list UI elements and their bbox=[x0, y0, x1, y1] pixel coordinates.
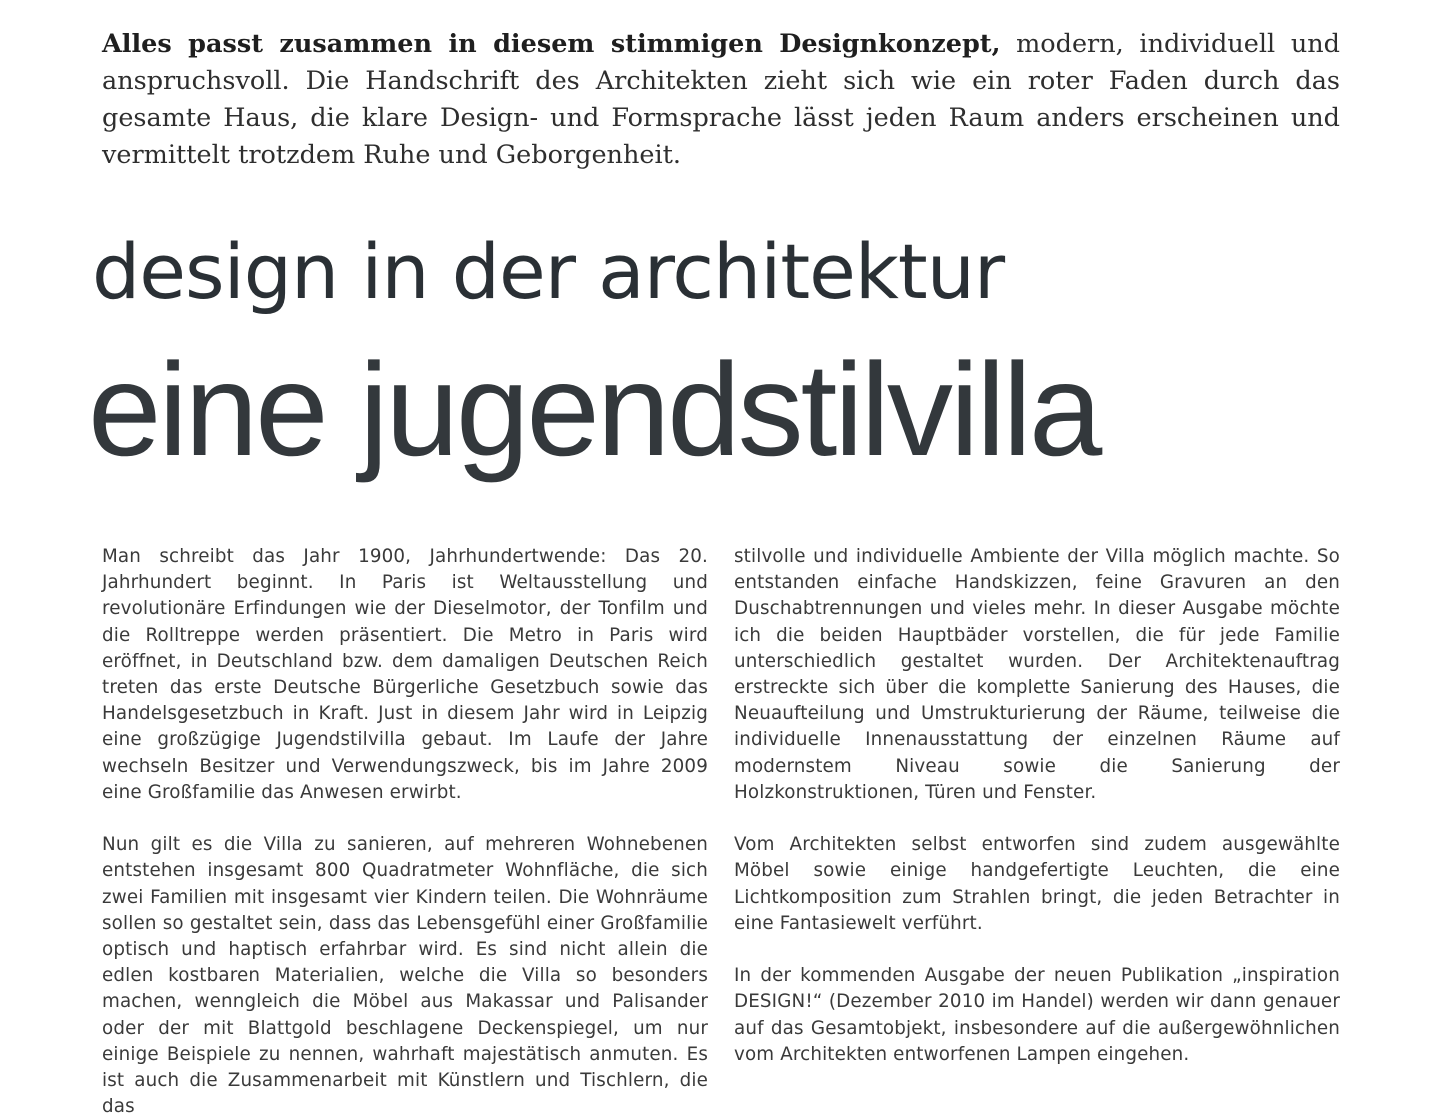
article-headline: eine jugendstilvilla bbox=[88, 336, 1100, 483]
body-paragraph: In der kommenden Ausgabe der neuen Publikation „inspiration DESIGN!“ (Dezember 2010 im Handel) werden wir dann genauer auf das Gesamtobjekt, insbesondere auf die außergewöhnlichen vom Architekten entworfenen Lampen eingehen. bbox=[734, 965, 1340, 1065]
body-paragraph: Man schreibt das Jahr 1900, Jahrhundertwende: Das 20. Jahrhundert beginnt. In Paris ist Weltausstellung und revolutionäre Erfindungen wie der Dieselmotor, der Tonfilm und die Rolltreppe werden präsentiert. Die Metro in Paris wird eröffnet, in Deutschland bzw. dem damaligen Deutschen Reich treten das erste Deutsche Bürgerliche Gesetzbuch sowie das Handelsgesetzbuch in Kraft. Just in diesem Jahr wird in Leipzig eine großzügige Jugendstilvilla gebaut. Im Laufe der Jahre wechseln Besitzer und Verwendungszweck, bis im Jahre 2009 eine Großfamilie das Anwesen erwirbt. bbox=[102, 546, 708, 803]
intro-paragraph bbox=[102, 26, 1340, 174]
body-paragraph: Nun gilt es die Villa zu sanieren, auf mehreren Wohnebenen entstehen insgesamt 800 Quadratmeter Wohnfläche, die sich zwei Familien mit insgesamt vier Kindern teilen. Die Wohnräume sollen so gestaltet sein, dass das Lebensgefühl einer Großfamilie optisch und haptisch erfahrbar wird. Es sind nicht allein die edlen kostbaren Materialien, welche die Villa so besonders machen, wenngleich die Möbel aus Makassar und Palisander oder der mit Blattgold beschlagene Deckenspiegel, um nur einige Beispiele zu nennen, wahrhaft majestätisch anmuten. Es ist auch die Zusammenarbeit mit Künstlern und Tischlern, die das bbox=[102, 834, 708, 1118]
body-paragraph: Vom Architekten selbst entworfen sind zudem ausgewählte Möbel sowie einige handgefertigte Leuchten, die eine Lichtkomposition zum Strahlen bringt, die jeden Betrachter in eine Fantasiewelt verführt. bbox=[734, 834, 1340, 934]
text-column-left bbox=[102, 544, 708, 1118]
section-kicker: design in der architektur bbox=[92, 227, 1005, 316]
intro-bold-lead: Alles passt zusammen in diesem stimmigen Designkonzept, bbox=[102, 29, 1001, 59]
text-column-right bbox=[734, 544, 1340, 1094]
intro-text: modern, individuell und anspruchsvoll. Die Handschrift des Architekten zieht sich wie ein roter Faden durch das gesamte Haus, die klare Design- und Formsprache lässt jeden Raum anders erscheinen und vermittelt trotzdem Ruhe und Geborgenheit. bbox=[102, 29, 1341, 170]
body-paragraph: stilvolle und individuelle Ambiente der Villa möglich machte. So entstanden einfache Handskizzen, feine Gravuren an den Duschabtrennungen und vieles mehr. In dieser Ausgabe möchte ich die beiden Hauptbäder vorstellen, die für jede Familie unterschiedlich gestaltet wurden. Der Architektenauftrag erstreckte sich über die komplette Sanierung des Hauses, die Neuaufteilung und Umstrukturierung der Räume, teilweise die individuelle Innenausstattung der einzelnen Räume auf modernstem Niveau sowie die Sanierung der Holzkonstruktionen, Türen und Fenster. bbox=[734, 546, 1340, 803]
